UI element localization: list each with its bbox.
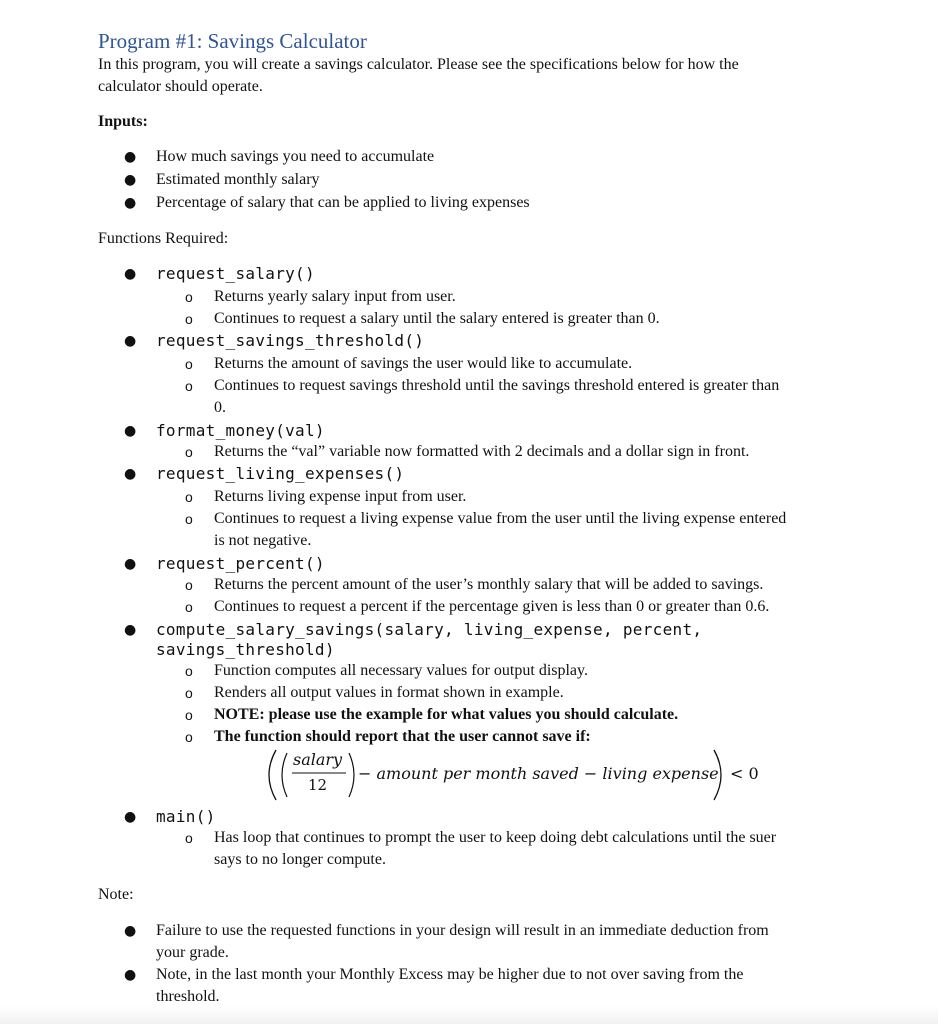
- function-detail: says to no longer compute.: [214, 851, 386, 868]
- inner-left-paren: [282, 753, 287, 797]
- function-detail: Continues to request savings threshold until the savings threshold entered is greater than: [214, 377, 780, 394]
- sub-bullet-icon: o: [185, 663, 193, 679]
- bullet-icon: ●: [124, 622, 137, 638]
- inputs-heading: Inputs:: [98, 113, 148, 130]
- function-name-compute-salary-savings: compute_salary_savings(salary, living_expense, percent,: [156, 620, 703, 639]
- function-detail: Function computes all necessary values for output display.: [214, 662, 588, 679]
- bullet-icon: ●: [124, 195, 137, 211]
- sub-bullet-icon: o: [185, 444, 193, 460]
- sub-bullet-icon: o: [185, 511, 193, 527]
- formula-denominator: 12: [308, 776, 328, 794]
- bullet-icon: ●: [124, 556, 137, 572]
- bullet-icon: ●: [124, 967, 137, 983]
- function-condition: The function should report that the user cannot save if:: [214, 728, 591, 745]
- note-item: Note, in the last month your Monthly Excess may be higher due to not over saving from the: [156, 966, 744, 983]
- sub-bullet-icon: o: [185, 489, 193, 505]
- function-detail: Renders all output values in format shown in example.: [214, 684, 564, 701]
- sub-bullet-icon: o: [185, 311, 193, 327]
- input-item: How much savings you need to accumulate: [156, 148, 435, 165]
- function-detail: Returns the percent amount of the user’s monthly salary that will be added to savings.: [214, 576, 764, 593]
- function-name-compute-salary-savings-continued: savings_threshold): [156, 640, 335, 659]
- page-bottom-shadow: [0, 1006, 938, 1024]
- functions-heading: Functions Required:: [98, 230, 229, 247]
- bullet-icon: ●: [124, 266, 137, 282]
- function-name-format-money: format_money(val): [156, 421, 325, 440]
- function-detail: 0.: [214, 399, 226, 416]
- function-detail: Returns living expense input from user.: [214, 488, 467, 505]
- formula-expression: − amount per month saved − living expense: [358, 764, 719, 783]
- bullet-icon: ●: [124, 423, 137, 439]
- sub-bullet-icon: o: [185, 685, 193, 701]
- sub-bullet-icon: o: [185, 707, 193, 723]
- function-name-main: main(): [156, 807, 216, 826]
- page-title: Program #1: Savings Calculator: [98, 29, 367, 53]
- bullet-icon: ●: [124, 923, 137, 939]
- function-detail: Has loop that continues to prompt the user to keep doing debt calculations until the suer: [214, 829, 777, 846]
- formula-numerator: salary: [293, 750, 343, 769]
- bullet-icon: ●: [124, 172, 137, 188]
- function-detail: Returns yearly salary input from user.: [214, 288, 456, 305]
- function-detail: is not negative.: [214, 532, 312, 549]
- function-detail: Continues to request a salary until the salary entered is greater than 0.: [214, 310, 660, 327]
- sub-bullet-icon: o: [185, 729, 193, 745]
- note-item-continued: threshold.: [156, 988, 220, 1005]
- bullet-icon: ●: [124, 809, 137, 825]
- intro-line-1: In this program, you will create a savings calculator. Please see the specifications below for how the: [98, 56, 739, 73]
- function-name-request-savings-threshold: request_savings_threshold(): [156, 331, 425, 350]
- sub-bullet-icon: o: [185, 830, 193, 846]
- sub-bullet-icon: o: [185, 289, 193, 305]
- sub-bullet-icon: o: [185, 599, 193, 615]
- note-item: Failure to use the requested functions in your design will result in an immediate deduction from: [156, 922, 769, 939]
- function-name-request-percent: request_percent(): [156, 554, 325, 573]
- note-item-continued: your grade.: [156, 944, 229, 961]
- input-item: Percentage of salary that can be applied to living expenses: [156, 194, 530, 211]
- note-heading: Note:: [98, 886, 134, 903]
- savings-formula: [262, 748, 782, 802]
- input-item: Estimated monthly salary: [156, 171, 320, 188]
- function-detail: Continues to request a living expense value from the user until the living expense entered: [214, 510, 787, 527]
- function-note: NOTE: please use the example for what values you should calculate.: [214, 706, 679, 723]
- function-name-request-salary: request_salary(): [156, 264, 315, 283]
- formula-comparison: < 0: [730, 764, 759, 783]
- inner-right-paren: [349, 753, 354, 797]
- bullet-icon: ●: [124, 333, 137, 349]
- sub-bullet-icon: o: [185, 577, 193, 593]
- function-detail: Returns the “val” variable now formatted with 2 decimals and a dollar sign in front.: [214, 443, 750, 460]
- sub-bullet-icon: o: [185, 356, 193, 372]
- function-detail: Returns the amount of savings the user would like to accumulate.: [214, 355, 633, 372]
- outer-left-paren: [269, 750, 276, 800]
- bullet-icon: ●: [124, 466, 137, 482]
- bullet-icon: ●: [124, 149, 137, 165]
- sub-bullet-icon: o: [185, 378, 193, 394]
- function-detail: Continues to request a percent if the percentage given is less than 0 or greater than 0.6.: [214, 598, 770, 615]
- intro-line-2: calculator should operate.: [98, 78, 263, 95]
- function-name-request-living-expenses: request_living_expenses(): [156, 464, 405, 483]
